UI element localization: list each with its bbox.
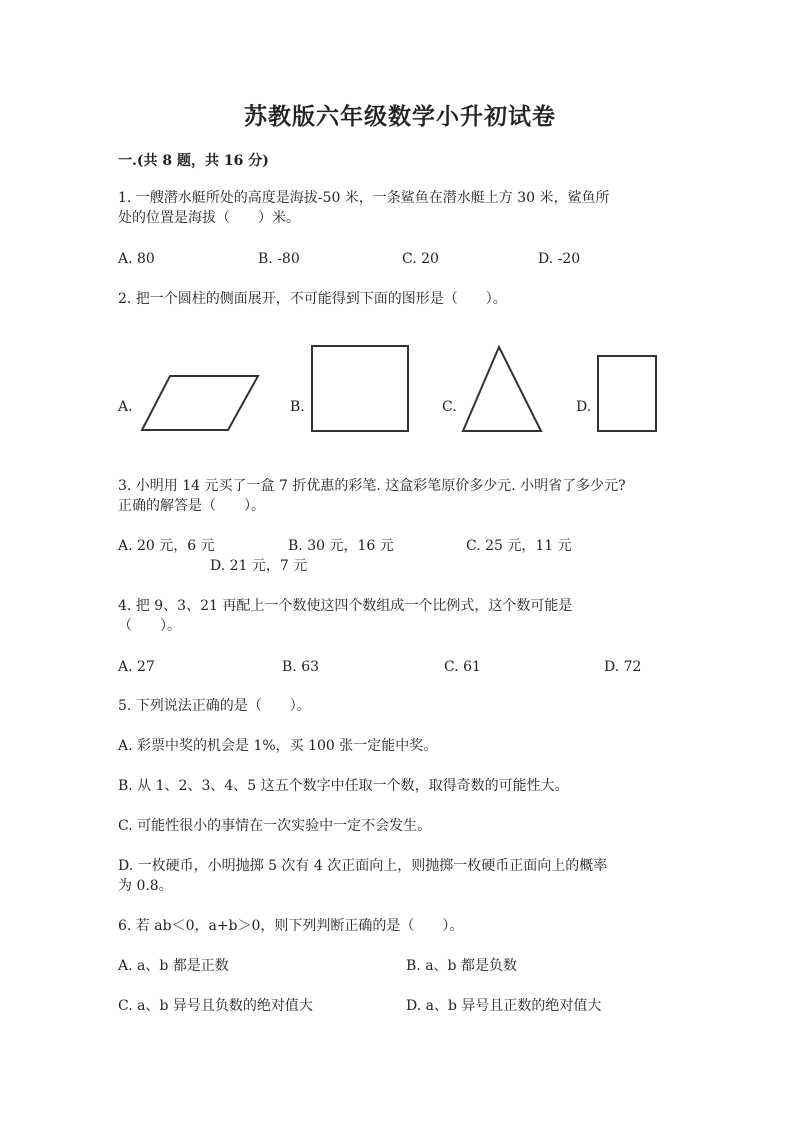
section-heading: 一.(共 8 题，共 16 分) [118, 153, 269, 169]
question-2-line-1: 2. 把一个圆柱的侧面展开，不可能得到下面的图形是（ ）。 [118, 291, 507, 307]
question-5-option-b: B. 从 1、2、3、4、5 这五个数字中任取一个数，取得奇数的可能性大。 [118, 778, 569, 794]
question-4-line-2: （ ）。 [118, 618, 181, 634]
triangle-figure [461, 345, 546, 435]
question-3-line-1: 3. 小明用 14 元买了一盒 7 折优惠的彩笔. 这盒彩笔原价多少元. 小明省了多少元? [118, 478, 626, 494]
question-1-option-d: D. -20 [538, 251, 581, 267]
question-2-option-c: C. [442, 399, 457, 415]
square-figure [311, 345, 411, 435]
question-2-option-d: D. [576, 399, 592, 415]
question-1-option-b: B. -80 [258, 251, 300, 267]
question-6-option-d: D. a、b 异号且正数的绝对值大 [406, 998, 602, 1014]
question-6-option-c: C. a、b 异号且负数的绝对值大 [118, 998, 313, 1014]
question-3-option-a: A. 20 元，6 元 [118, 538, 215, 554]
question-4-option-a: A. 27 [118, 659, 155, 675]
question-1-option-c: C. 20 [402, 251, 439, 267]
question-6-option-b: B. a、b 都是负数 [406, 958, 517, 974]
question-5-line-1: 5. 下列说法正确的是（ ）。 [118, 698, 311, 714]
question-6-option-a: A. a、b 都是正数 [118, 958, 229, 974]
question-5-option-d-cont: 为 0.8。 [118, 878, 173, 894]
question-6-line-1: 6. 若 ab＜0，a+b＞0，则下列判断正确的是（ ）。 [118, 918, 464, 934]
question-5-option-a: A. 彩票中奖的机会是 1%，买 100 张一定能中奖。 [118, 738, 438, 754]
question-3-line-2: 正确的解答是（ ）。 [118, 498, 265, 514]
question-1-line-2: 处的位置是海拔（ ）米。 [118, 210, 300, 226]
question-1-option-a: A. 80 [118, 251, 155, 267]
question-4-option-d: D. 72 [604, 659, 642, 675]
question-1-line-1: 1. 一艘潜水艇所处的高度是海拔-50 米，一条鲨鱼在潜水艇上方 30 米，鲨鱼所 [118, 190, 610, 206]
question-4-option-b: B. 63 [282, 659, 320, 675]
question-5-option-c: C. 可能性很小的事情在一次实验中一定不会发生。 [118, 818, 432, 834]
question-2-option-a: A. [118, 399, 133, 415]
question-4-line-1: 4. 把 9、3、21 再配上一个数使这四个数组成一个比例式，这个数可能是 [118, 598, 573, 614]
parallelogram-figure [140, 374, 270, 434]
question-4-option-c: C. 61 [444, 659, 481, 675]
page-title: 苏教版六年级数学小升初试卷 [244, 103, 556, 130]
question-5-option-d: D. 一枚硬币，小明抛掷 5 次有 4 次正面向上，则抛掷一枚硬币正面向上的概率 [118, 858, 608, 874]
question-3-option-c: C. 25 元，11 元 [466, 538, 572, 554]
question-2-option-b: B. [290, 399, 305, 415]
question-3-option-d: D. 21 元，7 元 [210, 558, 308, 574]
question-3-option-b: B. 30 元，16 元 [288, 538, 394, 554]
rectangle-figure [597, 355, 659, 435]
